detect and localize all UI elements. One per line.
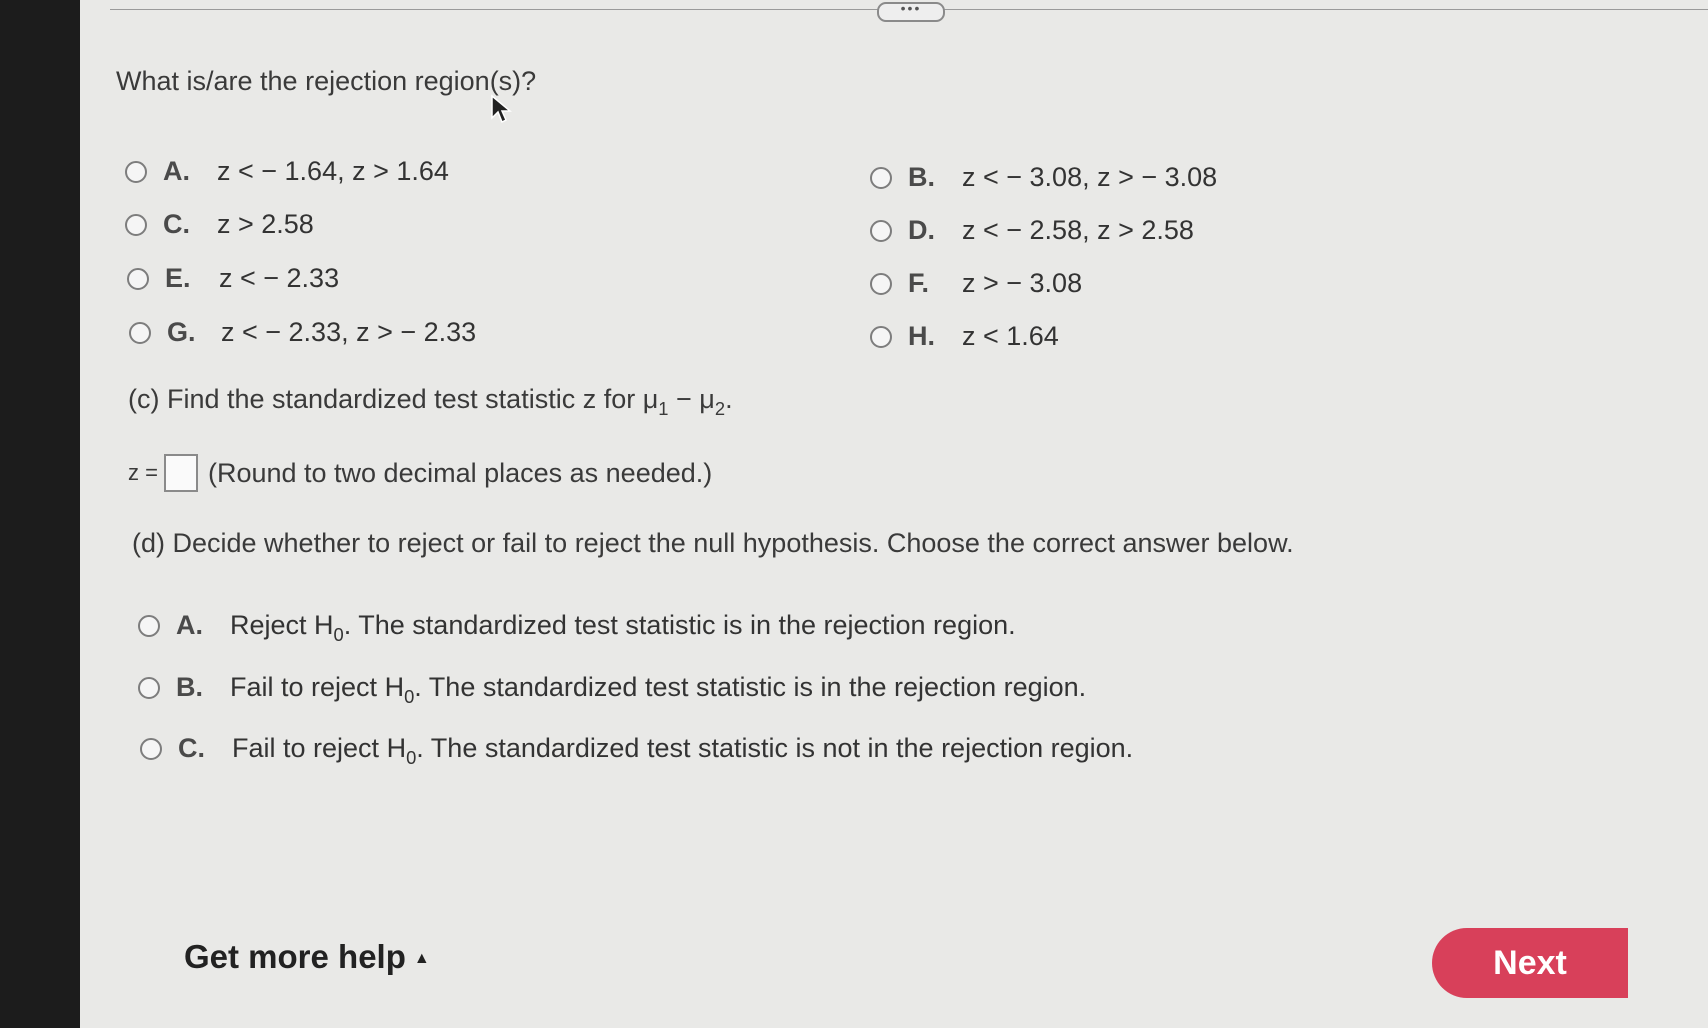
radio-button[interactable] [870,326,892,348]
get-more-help-button[interactable] [184,938,430,976]
decision-rest: . The standardized test statistic is in the rejection region. [343,610,1016,640]
mu-2 [699,384,726,419]
option-letter: C. [163,209,190,239]
radio-button[interactable] [125,214,147,236]
option-text: z < − 2.33, z > − 2.33 [221,317,477,347]
more-options-button[interactable]: ••• [877,2,945,22]
decision-lead: Reject [230,610,307,640]
option-letter: D. [908,215,935,245]
option-text: z > − 3.08 [962,268,1083,298]
option-b[interactable] [870,162,1217,193]
decision-rest: . The standardized test statistic is not in the rejection region. [416,733,1134,763]
h-symbol: H [386,733,407,763]
radio-button[interactable] [138,677,160,699]
z-answer-input[interactable] [164,454,198,492]
option-letter: B. [176,672,203,702]
option-a[interactable] [125,156,449,187]
z-answer-row [128,454,712,492]
option-letter: B. [908,162,935,192]
option-text [230,610,1016,645]
question-text: (c) Find the standardized test statistic z for [128,384,636,414]
decision-rest: . The standardized test statistic is in the rejection region. [414,672,1087,702]
question-panel [80,0,1708,1028]
option-text: z < − 1.64, z > 1.64 [217,156,449,186]
z-label: z = [128,460,158,485]
option-text: z < 1.64 [962,321,1059,351]
subscript: 0 [333,623,344,645]
mu-symbol: μ [699,384,715,414]
option-letter: A. [176,610,203,640]
subscript: 2 [714,397,726,419]
decision-option-c[interactable] [140,733,1134,768]
decision-option-a[interactable] [138,610,1016,645]
radio-button[interactable] [140,738,162,760]
rejection-region-question: What is/are the rejection region(s)? [116,66,537,96]
h-symbol: H [314,610,334,640]
option-letter: A. [163,156,190,186]
h-symbol: H [384,672,405,702]
help-label: Get more help [184,938,406,975]
decision-lead: Fail to reject [230,672,378,702]
option-g[interactable] [129,317,476,348]
radio-button[interactable] [125,161,147,183]
decision-option-b[interactable] [138,672,1087,707]
radio-button[interactable] [129,322,151,344]
next-button[interactable]: Next [1432,928,1628,998]
subscript: 1 [658,397,669,419]
option-e[interactable] [127,263,339,294]
option-text: z < − 2.33 [219,263,340,293]
radio-button[interactable] [870,220,892,242]
option-text [232,733,1134,768]
option-text [230,672,1087,707]
option-letter: C. [178,733,205,763]
option-text: z < − 2.58, z > 2.58 [962,215,1194,245]
option-f[interactable] [870,268,1082,299]
option-h[interactable] [870,321,1059,352]
minus-sign: − [668,384,700,414]
mouse-cursor-icon [490,94,512,124]
option-c[interactable] [125,209,314,240]
option-d[interactable] [870,215,1194,246]
mu-1 [642,384,669,419]
decision-lead: Fail to reject [232,733,380,763]
decision-question: (d) Decide whether to reject or fail to reject the null hypothesis. Choose the correct answer below. [132,528,1294,558]
radio-button[interactable] [870,167,892,189]
radio-button[interactable] [870,273,892,295]
radio-button[interactable] [127,268,149,290]
option-text: z > 2.58 [217,209,314,239]
option-letter: E. [165,263,191,293]
option-letter: F. [908,268,930,298]
period: . [725,384,733,414]
option-text: z < − 3.08, z > − 3.08 [962,162,1218,192]
subscript: 0 [406,746,417,768]
option-letter: G. [167,317,196,347]
rounding-hint: (Round to two decimal places as needed.) [207,457,713,488]
option-letter: H. [908,321,935,351]
caret-up-icon: ▲ [413,950,430,968]
mu-symbol: μ [642,384,659,414]
test-statistic-question [128,384,733,419]
subscript: 0 [404,685,415,707]
radio-button[interactable] [138,615,160,637]
